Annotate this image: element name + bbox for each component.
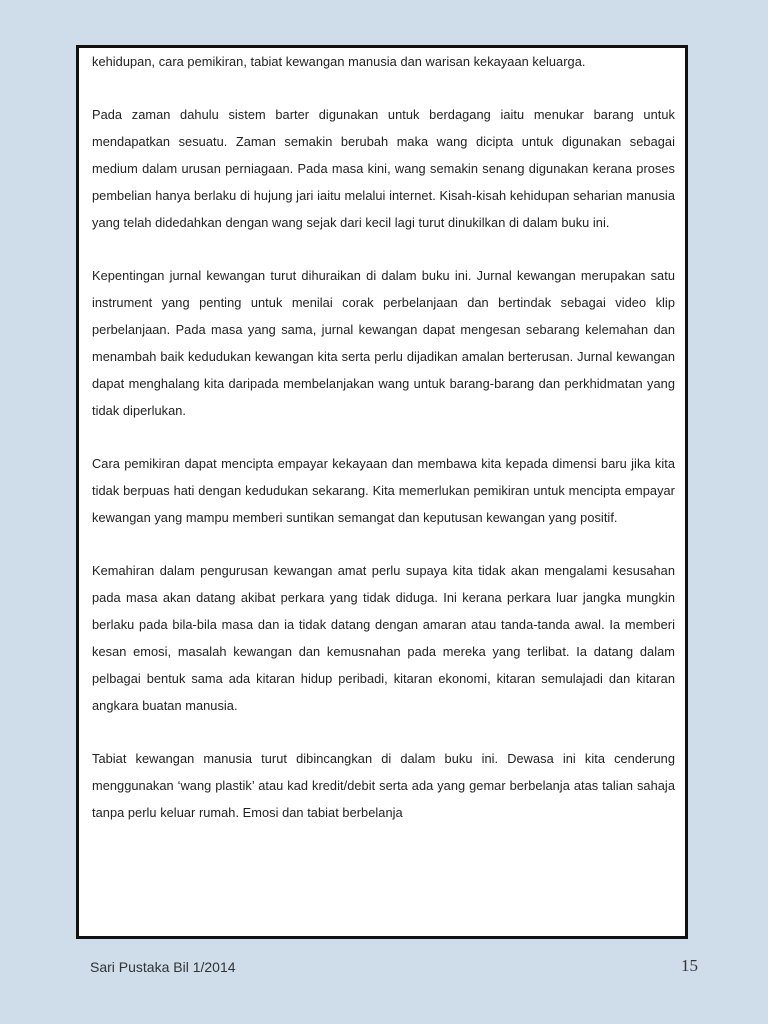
paragraph-1: kehidupan, cara pemikiran, tabiat kewangan manusia dan warisan kekayaan keluarga.: [92, 54, 586, 69]
page-frame: [76, 45, 688, 939]
paragraph-2: Pada zaman dahulu sistem barter digunakan untuk berdagang iaitu menukar barang untuk mendapatkan sesuatu. Zaman semakin berubah maka wang dicipta untuk digunakan sebagai medium dalam urusan perniagaan. Pada masa kini, wang semakin senang digunakan kerana proses pembelian hanya berlaku di hujung jari iaitu melalui internet. Kisah-kisah kehidupan seharian manusia yang telah didedahkan dengan wang sejak dari kecil lagi turut dinukilkan di dalam buku ini.: [92, 107, 675, 230]
paragraph-3: Kepentingan jurnal kewangan turut dihuraikan di dalam buku ini. Jurnal kewangan merupakan satu instrument yang penting untuk menilai corak perbelanjaan dan bertindak sebagai video klip perbelanjaan. Pada masa yang sama, jurnal kewangan dapat mengesan sebarang kelemahan dan menambah baik kedudukan kewangan kita serta perlu dijadikan amalan berterusan. Jurnal kewangan dapat menghalang kita daripada membelanjakan wang untuk barang-barang dan perkhidmatan yang tidak diperlukan.: [92, 268, 675, 418]
footer-page-number: 15: [681, 956, 698, 975]
paragraph-5: Kemahiran dalam pengurusan kewangan amat perlu supaya kita tidak akan mengalami kesusahan pada masa akan datang akibat perkara yang tidak diduga. Ini kerana perkara luar jangka mungkin berlaku pada bila-bila masa dan ia tidak datang dengan amaran atau tanda-tanda awal. Ia memberi kesan emosi, masalah kewangan dan kemusnahan pada mereka yang terlibat. Ia datang dalam pelbagai bentuk sama ada kitaran hidup peribadi, kitaran ekonomi, kitaran semulajadi dan kitaran angkara buatan manusia.: [92, 563, 675, 713]
paragraph-4: Cara pemikiran dapat mencipta empayar kekayaan dan membawa kita kepada dimensi baru jika kita tidak berpuas hati dengan kedudukan sekarang. Kita memerlukan pemikiran untuk mencipta empayar kewangan yang mampu memberi suntikan semangat dan keputusan kewangan yang positif.: [92, 456, 675, 525]
footer-publication: Sari Pustaka Bil 1/2014: [90, 959, 236, 975]
document-body: [92, 48, 675, 852]
paragraph-6: Tabiat kewangan manusia turut dibincangkan di dalam buku ini. Dewasa ini kita cenderung menggunakan ‘wang plastik’ atau kad kredit/debit serta ada yang gemar berbelanja atas talian sahaja tanpa perlu keluar rumah. Emosi dan tabiat berbelanja: [92, 751, 675, 820]
